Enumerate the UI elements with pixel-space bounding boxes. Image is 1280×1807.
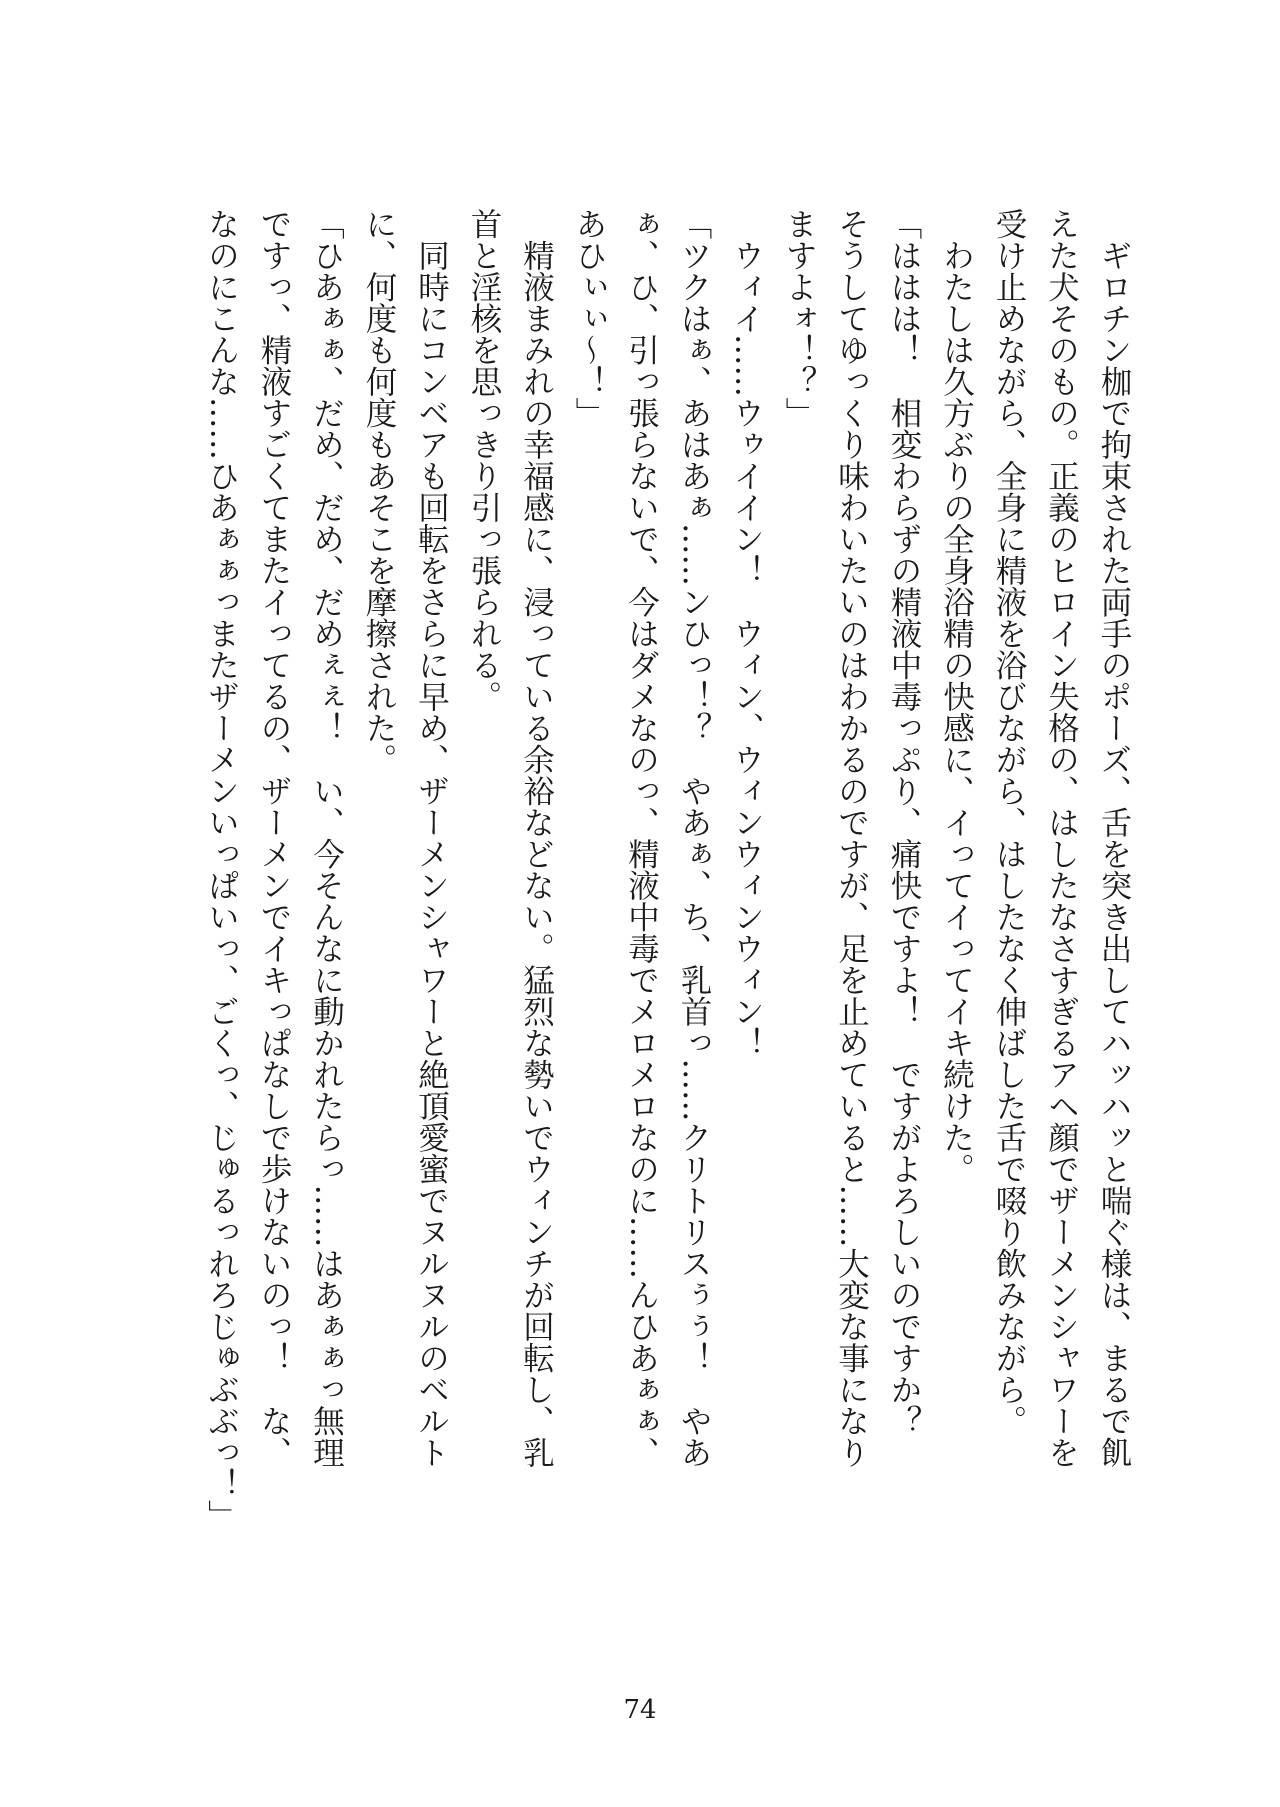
text-line: 精液まみれの幸福感に、浸っている余裕などない。猛烈な勢いでウィンチが回転し、乳 <box>518 208 555 1468</box>
text-line: あひぃぃ〜！」 <box>571 208 607 429</box>
page-number: 74 <box>623 1695 657 1725</box>
body-text <box>140 208 1140 1538</box>
text-line: 「ははは！ 相変わらずの精液中毒っぷり、痛快ですよ！ ですがよろしいのですか？ <box>886 208 922 1437</box>
text-line: えた犬そのもの。正義のヒロイン失格の、はしたなさすぎるアヘ顔でザーメンシャワーを <box>1043 208 1080 1468</box>
text-line: ぁ、ひ、引っ張らないで、今はダメなのっ、精液中毒でメロメロなのに……んひあぁぁ、 <box>623 208 660 1468</box>
text-line: ですっ、精液すごくてまたイってるの、ザーメンでイキっぱなしで歩けないのっ！ な、 <box>256 208 292 1468</box>
text-line: に、何度も何度もあそこを摩擦された。 <box>361 208 397 775</box>
text-line: 「ひあぁぁ、だめ、だめ、だめぇぇ！ い、今そんなに動かれたらっ……はあぁぁっ無理 <box>308 208 345 1468</box>
text-line: 「ツクはぁ、あはあぁ……ンひっ！？ やあぁ、ち、乳首っ……クリトリスぅぅ！ やあ <box>676 208 712 1468</box>
text-line: ウィイ……ウゥイイン！ ウィン、ウィンウィンウィン！ <box>728 208 765 1059</box>
text-line: ますよォ！？」 <box>781 208 817 429</box>
text-line: そうしてゆっくり味わいたいのはわかるのですが、足を止めていると……大変な事になり <box>833 208 870 1468</box>
text-line: 受け止めながら、全身に精液を浴びながら、はしたなく伸ばした舌で啜り飲みながら。 <box>991 208 1027 1437</box>
text-line: なのにこんな……ひあぁぁっまたザーメンいっぱいっ、ごくっ、じゅるっれろじゅぶぶっ！」 <box>203 208 240 1531</box>
text-line: 同時にコンベアも回転をさらに早め、ザーメンシャワーと絶頂愛蜜でヌルヌルのベルト <box>413 208 450 1468</box>
text-line: 首と淫核を思っきり引っ張られる。 <box>466 208 502 712</box>
text-line: わたしは久方ぶりの全身浴精の快感に、イってイってイキ続けた。 <box>938 208 975 1185</box>
text-line: ギロチン枷で拘束された両手のポーズ、舌を突き出してハッハッと喘ぐ様は、まるで飢 <box>1096 208 1132 1468</box>
